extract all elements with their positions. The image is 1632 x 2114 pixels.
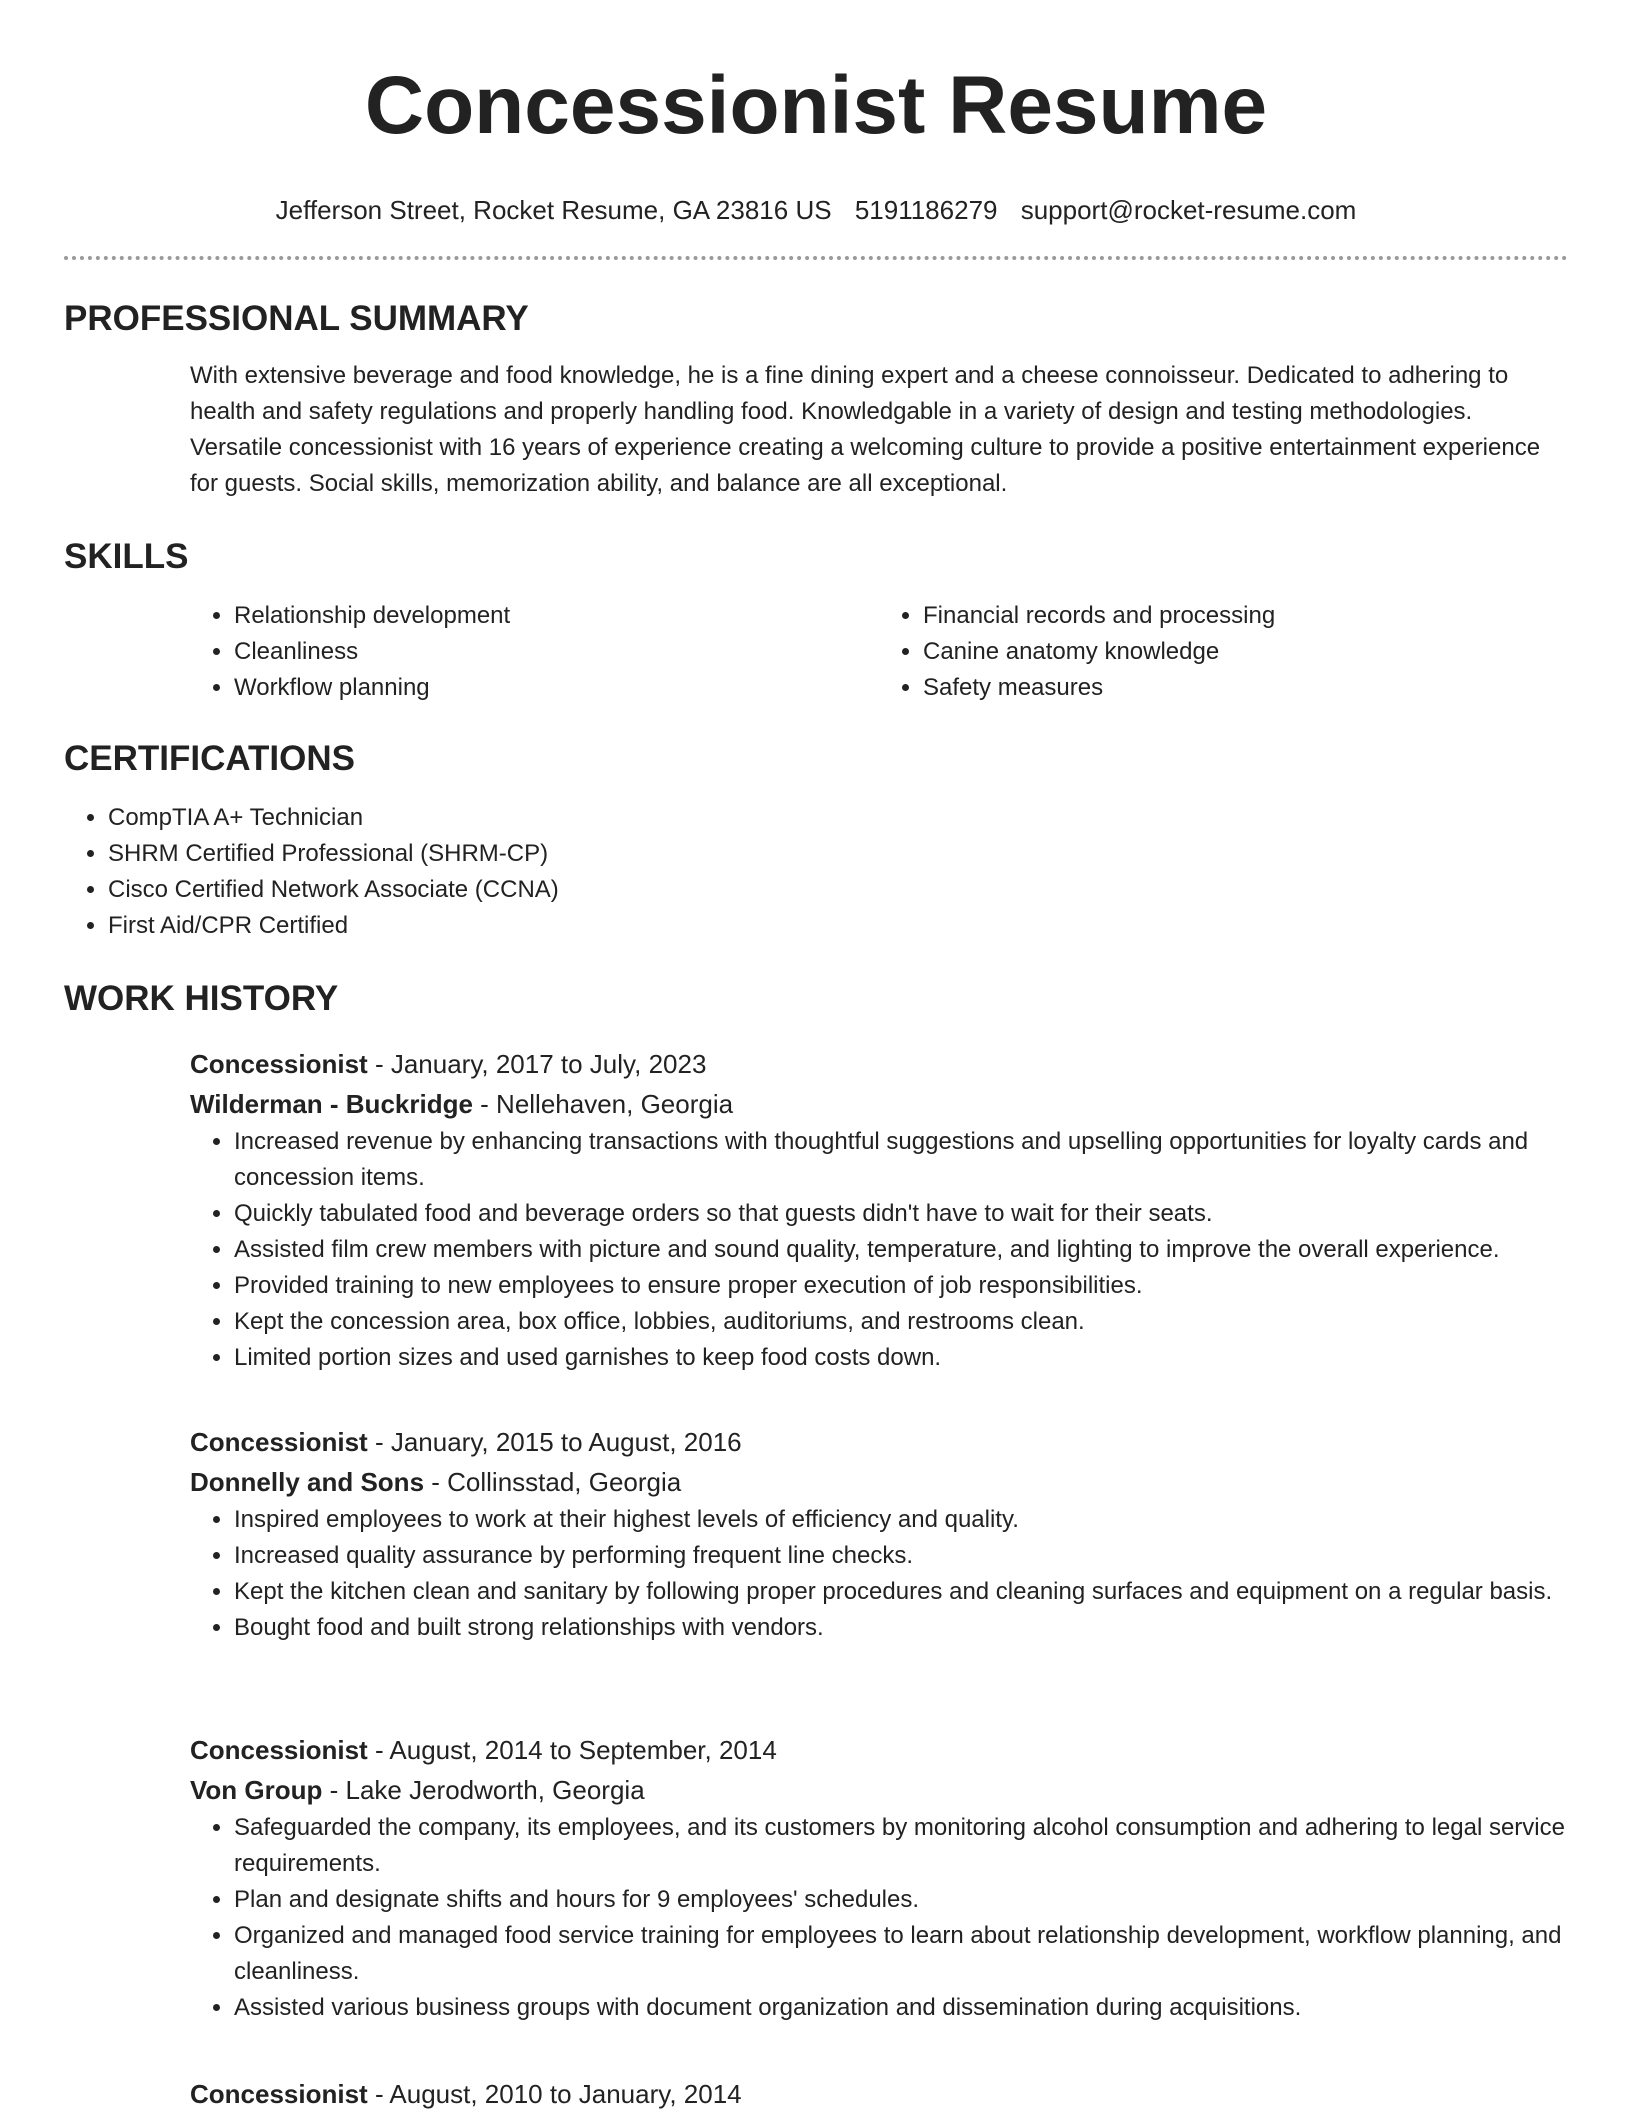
job-dates: - January, 2017 to July, 2023 (367, 1049, 707, 1079)
job-dates: - January, 2015 to August, 2016 (367, 1427, 742, 1457)
job-bullet: • Provided training to new employees to ensure proper execution of job responsibilities. (234, 1268, 1568, 1304)
contact-address: Jefferson Street, Rocket Resume, GA 23816 US (275, 195, 832, 225)
work-history-heading: WORK HISTORY (64, 979, 339, 1018)
summary-text: With extensive beverage and food knowledge, he is a fine dining expert and a cheese connoisseur. Dedicated to adhering to health and safety regulations and properly handling food. Knowledgable in a variety of design and testing methodologies. Versatile concessionist with 16 years of experience creating a welcoming culture to provide a positive entertainment experience for guests. Social skills, memorization ability, and balance are all exceptional. (190, 362, 1541, 497)
job-bullet: • Organized and managed food service training for employees to learn about relationship development, workflow planning, and cleanliness. (234, 1918, 1568, 1990)
skill-item: • Relationship development (234, 598, 879, 634)
skill-item: • Financial records and processing (923, 598, 1568, 634)
job-entry (190, 1422, 1568, 1646)
summary-heading: PROFESSIONAL SUMMARY (64, 299, 529, 338)
skill-item: • Safety measures (923, 670, 1568, 706)
certifications-list (64, 800, 1568, 944)
skill-item: • Canine anatomy knowledge (923, 634, 1568, 670)
job-title: Concessionist (190, 1049, 368, 1079)
job-title-line (190, 1422, 1568, 1462)
job-location: - Collinsstad, Georgia (424, 1467, 682, 1497)
work-history-section (64, 978, 1568, 1020)
skills-list-left (190, 598, 879, 706)
job-title: Concessionist (190, 1735, 368, 1765)
job-bullet: • Limited portion sizes and used garnishes to keep food costs down. (234, 1340, 1568, 1376)
job-location: - Nellehaven, Georgia (472, 1089, 734, 1119)
header-divider (64, 256, 1568, 260)
certification-item: • CompTIA A+ Technician (108, 800, 1568, 836)
job-bullet: • Increased revenue by enhancing transactions with thoughtful suggestions and upselling opportunities for loyalty cards and concession items. (234, 1124, 1568, 1196)
job-bullet: • Increased quality assurance by performing frequent line checks. (234, 1538, 1568, 1574)
job-dates: - August, 2014 to September, 2014 (367, 1735, 777, 1765)
job-title-line (190, 1730, 1568, 1770)
job-company-line (190, 1084, 1568, 1124)
job-dates: - August, 2010 to January, 2014 (367, 2079, 742, 2109)
certifications-section (64, 738, 1568, 944)
contact-line (64, 194, 1568, 226)
job-title: Concessionist (190, 2079, 368, 2109)
job-bullets (190, 1124, 1568, 1376)
job-bullets (190, 1810, 1568, 2026)
skill-item: • Cleanliness (234, 634, 879, 670)
contact-phone: 5191186279 (854, 195, 998, 225)
skills-columns (190, 598, 1568, 706)
job-company-line (190, 1462, 1568, 1502)
skill-item: • Workflow planning (234, 670, 879, 706)
job-company: Wilderman - Buckridge (190, 1089, 473, 1119)
job-bullet: • Inspired employees to work at their highest levels of efficiency and quality. (234, 1502, 1568, 1538)
job-bullet: • Assisted film crew members with picture and sound quality, temperature, and lighting to improve the overall experience. (234, 1232, 1568, 1268)
job-entry (190, 1730, 1568, 2026)
page-title: Concessionist Resume (364, 60, 1268, 151)
skills-section (64, 536, 1568, 706)
job-bullet: • Kept the kitchen clean and sanitary by following proper procedures and cleaning surfaces and equipment on a regular basis. (234, 1574, 1568, 1610)
skills-list-right (879, 598, 1568, 706)
job-title-line (190, 2074, 1568, 2114)
job-bullets (190, 1502, 1568, 1646)
job-bullet: • Kept the concession area, box office, lobbies, auditoriums, and restrooms clean. (234, 1304, 1568, 1340)
summary-section (64, 298, 1568, 502)
skills-heading: SKILLS (64, 537, 189, 576)
job-location: - Lake Jerodworth, Georgia (322, 1775, 645, 1805)
certification-item: • First Aid/CPR Certified (108, 908, 1568, 944)
job-bullet: • Assisted various business groups with document organization and dissemination during acquisitions. (234, 1990, 1568, 2026)
certifications-heading: CERTIFICATIONS (64, 739, 356, 778)
job-title-line (190, 1044, 1568, 1084)
certification-item: • Cisco Certified Network Associate (CCNA) (108, 872, 1568, 908)
job-bullet: • Quickly tabulated food and beverage orders so that guests didn't have to wait for their seats. (234, 1196, 1568, 1232)
job-bullet: • Safeguarded the company, its employees, and its customers by monitoring alcohol consumption and adhering to legal service requirements. (234, 1810, 1568, 1882)
certification-item: • SHRM Certified Professional (SHRM-CP) (108, 836, 1568, 872)
job-entry (190, 2074, 1568, 2114)
contact-email: support@rocket-resume.com (1020, 195, 1357, 225)
job-company: Von Group (190, 1775, 323, 1805)
job-title: Concessionist (190, 1427, 368, 1457)
job-company: Donnelly and Sons (190, 1467, 425, 1497)
job-entry (190, 1044, 1568, 1376)
job-bullet: • Bought food and built strong relationships with vendors. (234, 1610, 1568, 1646)
resume-page (64, 0, 1568, 2109)
job-company-line (190, 1770, 1568, 1810)
job-bullet: • Plan and designate shifts and hours for 9 employees' schedules. (234, 1882, 1568, 1918)
